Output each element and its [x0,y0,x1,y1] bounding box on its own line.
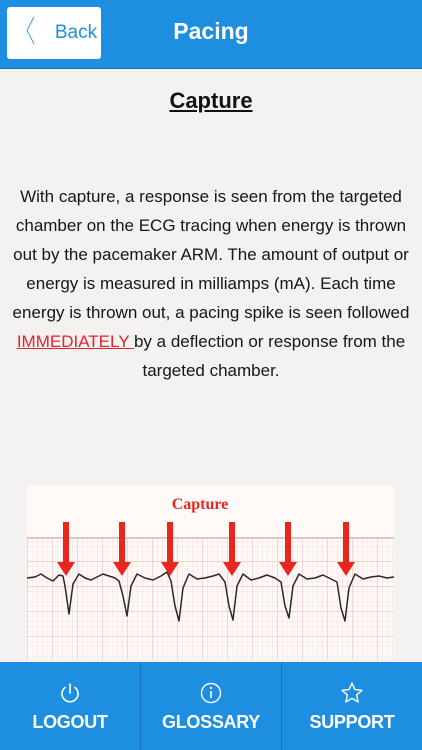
page-title: Pacing [173,18,249,44]
paragraph-text-after: by a deflection or response from the targeted chamber. [133,332,406,380]
info-icon [200,680,222,706]
tab-support-label: SUPPORT [309,711,395,732]
ecg-capture-image [27,486,394,660]
description-paragraph [12,182,410,385]
tab-glossary[interactable] [141,662,282,750]
back-label: Back [54,22,98,43]
power-icon [59,680,81,706]
tab-logout-label: LOGOUT [32,711,108,732]
tab-support[interactable] [282,662,422,750]
star-icon [340,680,364,706]
tab-bar [0,662,422,750]
chevron-left-icon: 〈 [16,16,35,49]
section-heading: Capture [169,88,253,113]
emphasis-text: IMMEDIATELY [16,332,134,351]
figure-label: Capture [171,496,229,513]
paragraph-text-before: With capture, a response is seen from the targeted chamber on the ECG tracing when energy is thrown out by the pacemaker ARM. The amount of output or energy is measured in milliamps (mA). Each time energy is thrown out, a pacing spike is seen followed [12,187,410,322]
tab-logout[interactable] [0,662,141,750]
tab-glossary-label: GLOSSARY [162,711,260,732]
nav-bar [0,0,422,69]
